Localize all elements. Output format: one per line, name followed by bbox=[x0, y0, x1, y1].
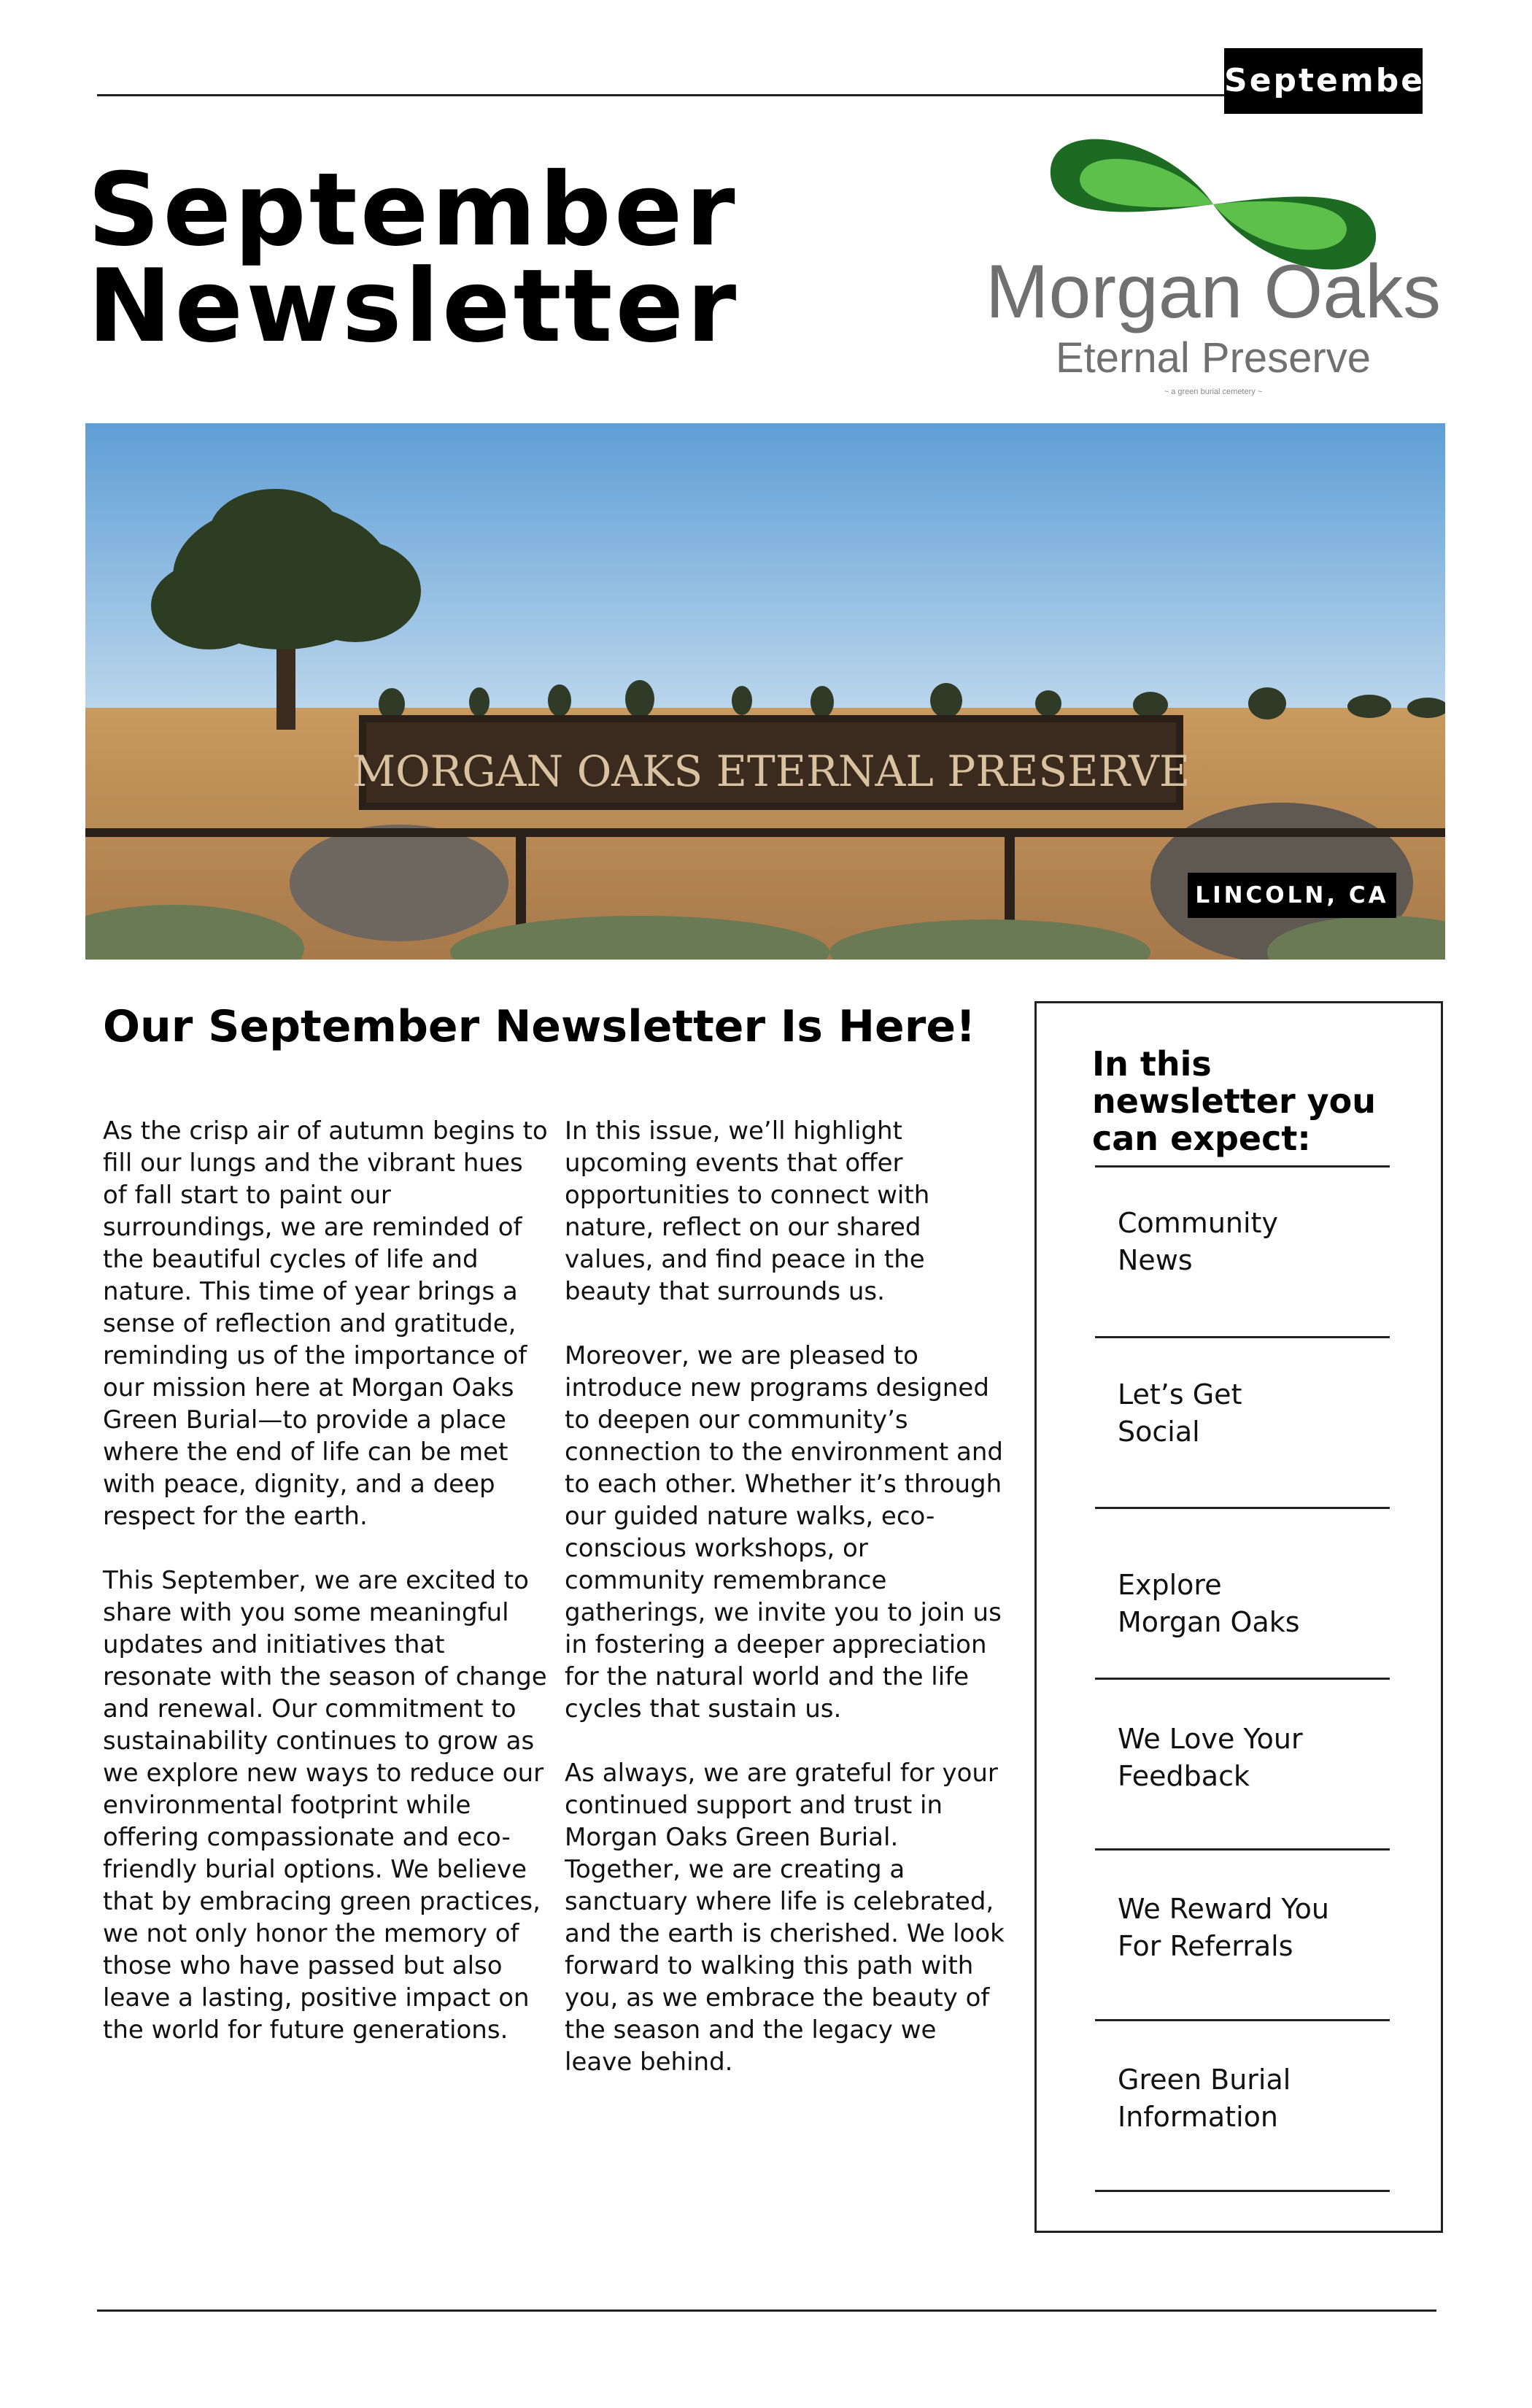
divider bbox=[1095, 1336, 1390, 1338]
paragraph: In this issue, we’ll highlight upcoming events that offer opportunities to connect with nature, reflect on our shared values, and find peace in the beauty that surrounds us. bbox=[565, 1116, 930, 1306]
paragraph: As always, we are grateful for your continued support and trust in Morgan Oaks Green Burial. Together, we are creating a sanctuary where life is celebrated, and the earth is cherished. We look forward to walking this path with you, as we embrace the beauty of the season and the legacy we leave behind. bbox=[565, 1759, 1005, 2077]
page-title bbox=[88, 151, 740, 365]
divider bbox=[1095, 1848, 1390, 1851]
contents-item-label: Community bbox=[1118, 1207, 1278, 1239]
divider bbox=[1095, 1678, 1390, 1680]
sidebar-title: In this newsletter you can expect: bbox=[1092, 1044, 1377, 1158]
contents-item-label: We Reward You bbox=[1118, 1893, 1329, 1925]
divider bbox=[1095, 1507, 1390, 1509]
contents-item-label: For Referrals bbox=[1118, 1930, 1293, 1962]
paragraph: This September, we are excited to share with you some meaningful updates and initiatives that resonate with the season of change and renewal. Our commitment to sustainability continues to grow as we explore new ways to reduce our environmental footprint while offering compassionate and eco-friendly burial options. We believe that by embracing green practices, we not only honor the memory of those who have passed but also leave a lasting, positive impact on the world for future generations. bbox=[103, 1566, 547, 2045]
contents-sidebar bbox=[1034, 1001, 1443, 2233]
morgan-oaks-logo bbox=[981, 124, 1444, 401]
title-line-2: Newsletter bbox=[88, 247, 740, 365]
infinity-leaf-icon bbox=[981, 124, 1444, 401]
contents-item-label: News bbox=[1118, 1244, 1193, 1276]
contents-item-label: Green Burial bbox=[1118, 2064, 1291, 2096]
logo-name-line-1: Morgan Oaks bbox=[985, 250, 1442, 334]
contents-list bbox=[1037, 1003, 1441, 2231]
contents-item-label: Morgan Oaks bbox=[1118, 1606, 1300, 1638]
contents-item-label: Information bbox=[1118, 2101, 1278, 2133]
divider bbox=[1095, 2019, 1390, 2021]
logo-name-line-2: Eternal Preserve bbox=[1056, 334, 1371, 382]
contents-item-label: We Love Your bbox=[1118, 1723, 1303, 1755]
contents-item-label: Social bbox=[1118, 1416, 1200, 1448]
location-badge: LINCOLN, CA bbox=[1188, 873, 1396, 918]
paragraph: Moreover, we are pleased to introduce new programs designed to deepen our community’s connection to the environment and to each other. Whether it’s through our guided nature walks, eco-conscious workshops, or community remembrance gatherings, we invite you to join us in fostering a deeper appreciation for the natural world and the life cycles that sustain us. bbox=[565, 1341, 1003, 1724]
divider bbox=[1095, 2190, 1390, 2192]
contents-item-label: Let’s Get bbox=[1118, 1378, 1242, 1411]
article-column-right bbox=[565, 1115, 1010, 2110]
header-rule bbox=[97, 94, 1224, 96]
article-column-left bbox=[103, 1115, 548, 2078]
title-line-1: September bbox=[88, 151, 738, 269]
paragraph: As the crisp air of autumn begins to fill our lungs and the vibrant hues of fall start to paint our surroundings, we are reminded of the beautiful cycles of life and nature. This time of year brings a sense of reflection and gratitude, reminding us of the importance of our mission here at Morgan Oaks Green Burial—to provide a place where the end of life can be met with peace, dignity, and a deep respect for the earth. bbox=[103, 1116, 548, 1531]
date-badge: September‘24 bbox=[1224, 48, 1423, 114]
article-headline: Our September Newsletter Is Here! bbox=[103, 1001, 976, 1052]
logo-tagline: ~ a green burial cemetery ~ bbox=[1164, 387, 1263, 396]
sign-text: MORGAN OAKS ETERNAL PRESERVE bbox=[352, 746, 1191, 796]
contents-item-label: Feedback bbox=[1118, 1760, 1250, 1792]
footer-rule bbox=[97, 2309, 1436, 2312]
contents-item-label: Explore bbox=[1118, 1569, 1222, 1601]
